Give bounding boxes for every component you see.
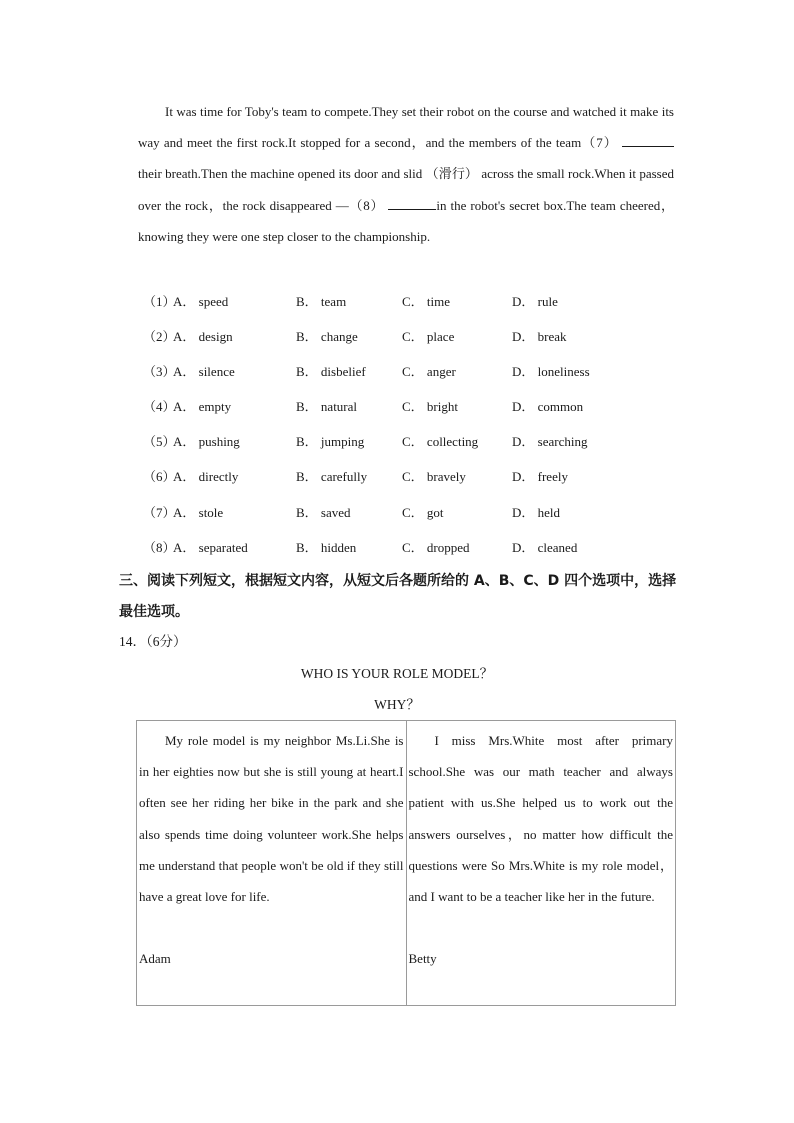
betty-cell — [406, 721, 676, 1006]
option-number: （1） — [143, 294, 176, 309]
option-a: A． pushing — [173, 434, 240, 450]
option-c: C． bright — [402, 399, 458, 415]
reading-subtitle: WHY？ — [374, 697, 420, 712]
cloze-passage — [138, 96, 674, 252]
table-row — [137, 721, 676, 1006]
option-d: D． common — [512, 399, 584, 415]
option-b: B． carefully — [296, 469, 368, 485]
option-number: （3） — [143, 364, 176, 380]
option-a: A． directly — [173, 469, 239, 485]
passage-text-2: their breath.Then the machine opened its door and slid （滑行） across the small rock.When it passed over the rock，the rock disappeared —（8） — [138, 166, 674, 213]
option-number: （8） — [143, 539, 176, 555]
role-model-table — [136, 720, 676, 1006]
option-b: B． disbelief — [296, 364, 366, 380]
option-b: B． hidden — [296, 539, 357, 555]
section-heading: 三、阅读下列短文，根据短文内容，从短文后各题所给的 A、B、C、D 四个选项中，选择最佳选项。 — [119, 573, 677, 620]
betty-text: I miss Mrs.White most after primary school.She was our math teacher and always patient with us.She helped us to work out the answers ourselves，no matter how difficult the questions were So Mrs.White is my role model，and I want to be a teacher like her in the future. — [408, 733, 673, 905]
adam-cell — [137, 721, 407, 1006]
option-d: D． rule — [512, 294, 558, 309]
option-a: A． empty — [173, 399, 232, 415]
betty-name: Betty — [408, 951, 437, 967]
option-a: A． silence — [173, 364, 235, 380]
adam-text: My role model is my neighbor Ms.Li.She is in her eighties now but she is still young at heart.I often see her riding her bike in the park and she also spends time doing volunteer work.She helps me understand that people won't be old if they still have a great love for life. — [139, 733, 404, 905]
option-c: C． collecting — [402, 434, 479, 450]
answer-blank-7 — [622, 132, 674, 147]
option-b: B． jumping — [296, 434, 365, 450]
passage-text-3: in the robot's secret box.The team cheered，knowing they were one step closer to the championship. — [138, 197, 675, 244]
option-number: （2） — [143, 329, 176, 345]
option-c: C． dropped — [402, 539, 470, 555]
option-b: B． natural — [296, 399, 358, 415]
option-c: C． time — [402, 294, 451, 309]
option-number: （6） — [143, 469, 176, 485]
option-number: （5） — [143, 434, 176, 450]
option-c: C． bravely — [402, 469, 466, 485]
option-number: （4） — [143, 399, 176, 415]
option-d: D． loneliness — [512, 364, 590, 380]
question-number: 14．（6分） — [119, 634, 187, 649]
option-a: A． design — [173, 329, 233, 345]
passage-paragraph — [138, 96, 674, 252]
option-a: A． speed — [173, 294, 229, 309]
option-c: C． anger — [402, 364, 456, 380]
option-a: A． stole — [173, 504, 224, 520]
option-b: B． change — [296, 329, 358, 345]
option-d: D． held — [512, 504, 561, 520]
option-d: D． break — [512, 329, 567, 345]
option-d: D． searching — [512, 434, 588, 450]
adam-name: Adam — [139, 951, 171, 967]
reading-title: WHO IS YOUR ROLE MODEL？ — [300, 666, 494, 681]
option-number: （7） — [143, 504, 176, 520]
option-c: C． got — [402, 504, 444, 520]
option-d: D． cleaned — [512, 539, 578, 555]
option-c: C． place — [402, 329, 455, 345]
passage-text-1: It was time for Toby's team to compete.They set their robot on the course and watched it make its way and meet the first rock.It stopped for a second，and the members of the team（7） — [138, 104, 674, 151]
option-a: A． separated — [173, 539, 248, 555]
option-b: B． saved — [296, 504, 351, 520]
option-d: D． freely — [512, 469, 568, 485]
option-b: B． team — [296, 294, 347, 309]
answer-blank-8 — [388, 195, 436, 210]
